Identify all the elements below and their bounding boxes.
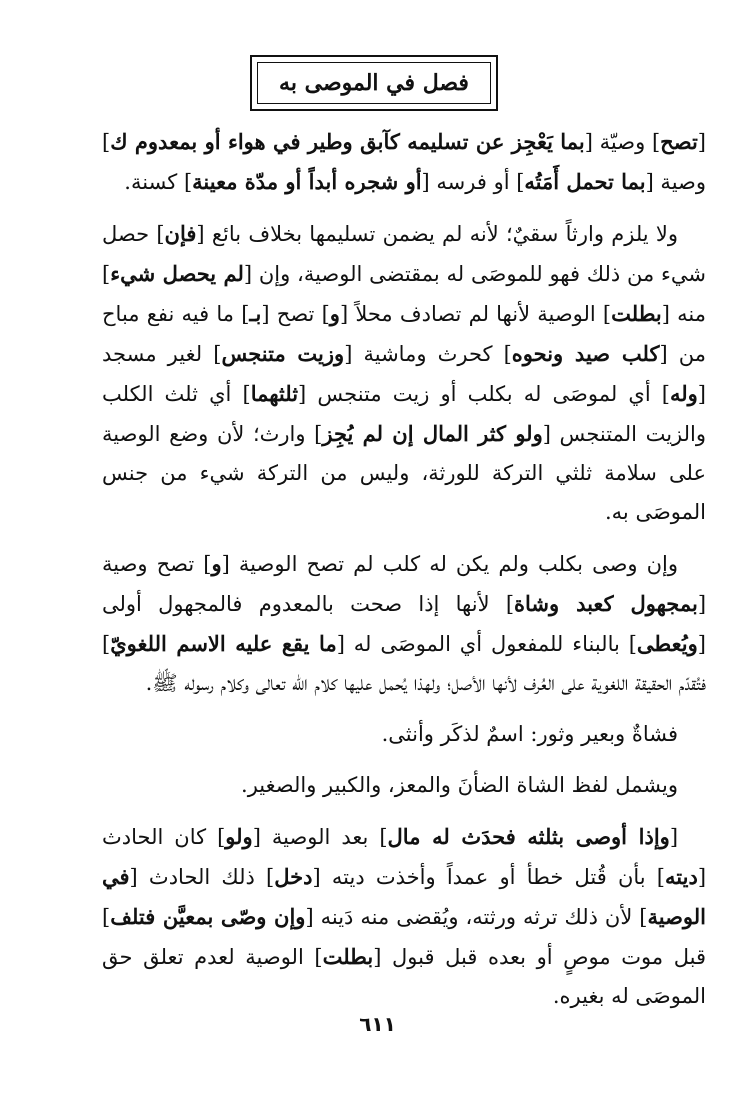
sharh-text: ] حصل شيء من ذلك فهو للموصَى له بمقتضى الوصية، وإن [ <box>102 222 706 286</box>
sharh-text: ولا يلزم وارثاً سقيٌ؛ لأنه لم يضمن تسليمها بخلاف بائع [ <box>196 222 678 246</box>
sharh-text: ] بأن قُتل خطأ أو عمداً وأخذت ديته [ <box>312 865 666 889</box>
sharh-text: ] وصيّة [ <box>584 130 661 154</box>
matn-text: لم يحصل شيء <box>110 261 244 286</box>
matn-text: وإذا أوصى بثلثه فحدَث له مال <box>387 824 670 849</box>
matn-text: ويُعطى <box>636 631 698 656</box>
matn-text: بمجهول كعبد وشاة <box>514 591 698 616</box>
sharh-text: ] بعد الوصية [ <box>252 825 388 849</box>
sharh-text: ] وصية [ <box>102 130 706 194</box>
sharh-text: ] وارث؛ لأن وضع الوصية على سلامة ثلثي التركة للورثة، وليس من التركة شيء من جنس الموصَى به. <box>102 422 706 524</box>
matn-text: بطلت <box>611 301 662 326</box>
sharh-text: ] الوصية لأنها لم تصادف محلاً [ <box>339 302 612 326</box>
page-number: ٦١١ <box>359 1012 396 1036</box>
sharh-text: ] أي لموصَى له بكلب أو زيت متنجس [ <box>298 382 670 406</box>
sharh-text: ] لأنها إذا صحت بالمعدوم فالمجهول أولى [ <box>102 592 706 656</box>
sharh-text: ] تصح وصية [ <box>102 552 707 616</box>
sharh-text: ] لغير مسجد [ <box>102 342 706 406</box>
paragraph <box>102 817 706 1016</box>
matn-text: في الوصية <box>102 864 707 929</box>
sharh-text: ] منه [ <box>102 262 707 326</box>
matn-text: ولو <box>225 824 253 849</box>
body-text <box>102 122 706 1028</box>
matn-text: فإن <box>164 221 197 246</box>
paragraph <box>102 544 706 703</box>
sharh-text: ] ذلك الحادث [ <box>129 865 275 889</box>
sharh-text: ] كان الحادث [ <box>102 825 707 889</box>
sharh-text: ] بالبناء للمفعول أي الموصَى له [ <box>336 632 637 656</box>
paragraph <box>102 766 706 805</box>
matn-text: كلب صيد ونحوه <box>511 341 660 366</box>
matn-text: وزيت متنجس <box>221 341 345 366</box>
matn-text: وإن وصّى بمعيَّن فتلف <box>110 904 306 929</box>
matn-text: ثلثهما <box>250 381 299 406</box>
matn-text: وله <box>669 381 698 406</box>
sharh-text: ] لأن ذلك ترثه ورثته، ويُقضى منه دَينه [ <box>305 905 648 929</box>
section-title-frame <box>250 55 498 111</box>
matn-text: ديته <box>665 864 698 889</box>
section-title: فصل في الموصى به <box>257 62 491 104</box>
paragraph <box>102 214 706 532</box>
matn-text: تصح <box>660 129 698 154</box>
sharh-text: ] تصح [ <box>261 302 330 326</box>
sharh-text: ] فتُقدّم الحقيقة اللغوية على العُرف لأنها الأصل؛ ولهذا يُحمل عليها كلام الله تعالى وكلام رسوله ﷺ. <box>102 632 706 695</box>
matn-text: ولو كثر المال إن لم يُجِز <box>322 421 543 446</box>
sharh-text: [ <box>697 130 706 154</box>
sharh-text: ويشمل لفظ الشاة الضأنَ والمعز، والكبير والصغير. <box>241 773 678 797</box>
matn-text: ما يقع عليه الاسم اللغويّ <box>110 631 337 656</box>
matn-text: بما يَعْجِز عن تسليمه كآبق وطير في هواء أو بمعدوم ك <box>110 129 585 154</box>
sharh-text: ] أي ثلث الكلب والزيت المتنجس [ <box>102 382 706 446</box>
sharh-text: ] كحرث وماشية [ <box>344 342 512 366</box>
sharh-text: فشاةٌ وبعير وثور: اسمٌ لذكَر وأنثى. <box>381 722 678 746</box>
matn-text: بما تحمل أَمَتُه <box>524 169 646 194</box>
sharh-text: ] قبل موت موصٍ أو بعده قبل قبول [ <box>102 905 706 969</box>
sharh-text: ] ما فيه نفع مباح من [ <box>102 302 706 366</box>
sharh-text: وإن وصى بكلب ولم يكن له كلب لم تصح الوصية [ <box>221 552 678 576</box>
matn-text: و <box>329 301 340 326</box>
sharh-text: [ <box>669 825 679 849</box>
sharh-text: ] الوصية لعدم تعلق حق الموصَى له بغيره. <box>102 945 706 1008</box>
sharh-text: ] أو فرسه [ <box>421 170 525 194</box>
paragraph <box>102 122 706 202</box>
matn-text: أو شجره أبداً أو مدّة معينة <box>192 169 422 194</box>
matn-text: و <box>211 551 222 576</box>
matn-text: بطلت <box>322 944 374 969</box>
matn-text: بـ <box>249 301 262 326</box>
paragraph <box>102 715 706 754</box>
sharh-text: ] كسنة. <box>124 170 193 194</box>
matn-text: دخل <box>274 864 313 889</box>
